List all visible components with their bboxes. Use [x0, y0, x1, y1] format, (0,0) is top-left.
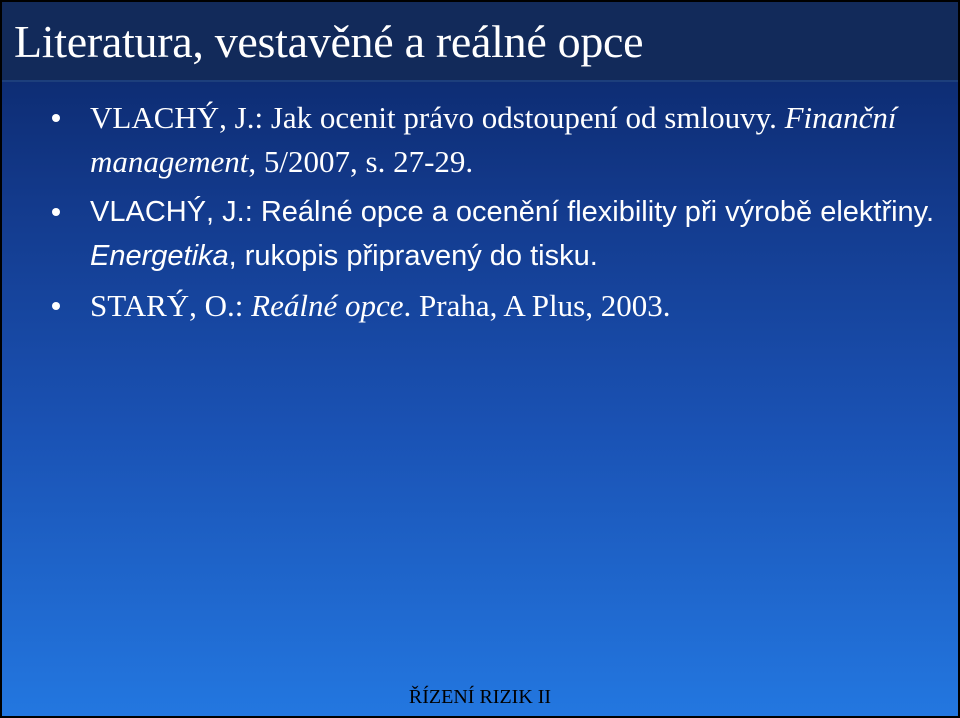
- citation-text: VLACHÝ, J.: Jak ocenit právo odstoupení od smlouvy.: [90, 100, 785, 135]
- slide-footer: ŘÍZENÍ RIZIK II: [408, 686, 552, 708]
- list-item: [2, 284, 942, 328]
- list-item: [2, 190, 942, 278]
- citation-details: , 5/2007, s. 27-29.: [248, 144, 474, 179]
- bullet-list: [2, 96, 942, 334]
- citation-journal: Energetika: [90, 240, 229, 272]
- citation-details: , rukopis připravený do tisku.: [228, 240, 598, 272]
- bullet-icon: [52, 302, 60, 310]
- slide-title: Literatura, vestavěné a reálné opce: [14, 16, 644, 67]
- citation-text: VLACHÝ, J.: Reálné opce a ocenění flexibility při výrobě elektřiny.: [90, 196, 935, 228]
- citation-book-title: Reálné opce: [251, 288, 404, 323]
- bullet-icon: [52, 208, 60, 216]
- list-item: [2, 96, 942, 184]
- citation-journal: Finanční management: [90, 100, 897, 179]
- citation-text: STARÝ, O.:: [90, 288, 252, 323]
- citation-details: . Praha, A Plus, 2003.: [403, 288, 671, 323]
- bullet-icon: [52, 114, 60, 122]
- title-bar: [2, 2, 958, 82]
